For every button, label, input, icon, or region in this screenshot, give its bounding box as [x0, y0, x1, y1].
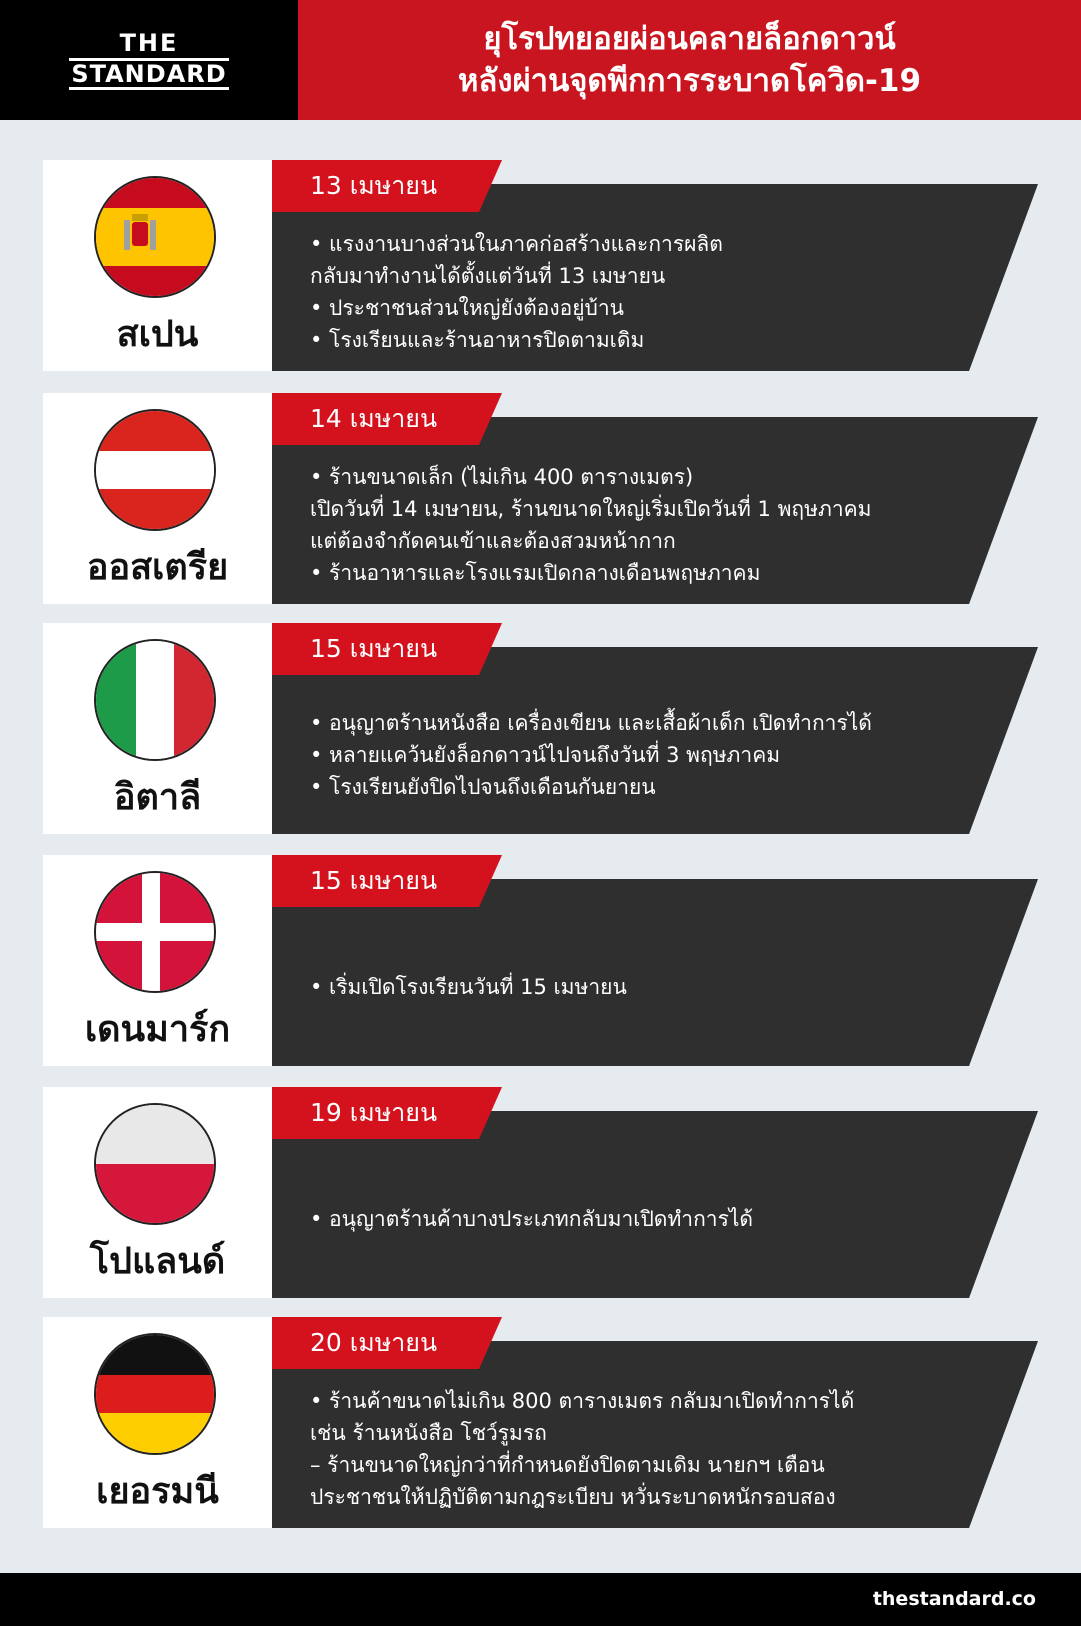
logo-bottom-text: STANDARD — [71, 60, 227, 88]
bullet-list — [310, 212, 990, 371]
country-name: เดนมาร์ก — [84, 1009, 231, 1050]
date-label: 14 เมษายน — [310, 404, 438, 433]
country-panel — [43, 1317, 272, 1528]
spain-flag-icon — [94, 176, 216, 298]
austria-flag-icon — [94, 409, 216, 531]
date-label: 15 เมษายน — [310, 634, 438, 663]
bullet-line: ประชาชนให้ปฏิบัติตามกฎระเบียบ หวั่นระบาดหนักรอบสอง — [310, 1484, 836, 1509]
info-panel — [272, 160, 1038, 371]
bullet-list — [310, 675, 990, 834]
country-row-spain — [43, 160, 1038, 371]
country-name: อิตาลี — [113, 777, 202, 818]
bullet-line: • หลายแคว้นยังล็อกดาวน์ไปจนถึงวันที่ 3 พฤษภาคม — [310, 742, 781, 767]
country-row-austria — [43, 393, 1038, 604]
info-panel — [272, 1317, 1038, 1528]
italy-flag-icon — [94, 639, 216, 761]
bullet-line: • แรงงานบางส่วนในภาคก่อสร้างและการผลิต — [310, 231, 723, 256]
bullet-line: • อนุญาตร้านค้าบางประเภทกลับมาเปิดทำการได้ — [310, 1206, 754, 1231]
bullet-line: • อนุญาตร้านหนังสือ เครื่องเขียน และเสื้อผ้าเด็ก เปิดทำการได้ — [310, 710, 872, 735]
info-panel — [272, 855, 1038, 1066]
bullet-line: • โรงเรียนและร้านอาหารปิดตามเดิม — [310, 327, 645, 352]
bullet-list — [310, 907, 990, 1066]
country-panel — [43, 160, 272, 371]
country-row-germany — [43, 1317, 1038, 1528]
country-name: ออสเตรีย — [86, 547, 229, 588]
bullet-line: – ร้านขนาดใหญ่กว่าที่กำหนดยังปิดตามเดิม นายกฯ เตือน — [310, 1452, 825, 1477]
country-name: โปแลนด์ — [89, 1241, 226, 1282]
bullet-line: แต่ต้องจำกัดคนเข้าและต้องสวมหน้ากาก — [310, 528, 676, 553]
footer — [0, 1573, 1081, 1626]
logo-top-text: THE — [119, 29, 179, 57]
country-panel — [43, 1087, 272, 1298]
germany-flag-icon — [94, 1333, 216, 1455]
country-name: สเปน — [116, 314, 199, 355]
bullet-line: • โรงเรียนยังปิดไปจนถึงเดือนกันยายน — [310, 774, 656, 799]
bullet-list — [310, 1139, 990, 1298]
bullet-line: • ประชาชนส่วนใหญ่ยังต้องอยู่บ้าน — [310, 295, 625, 320]
header — [0, 0, 1081, 120]
country-row-denmark — [43, 855, 1038, 1066]
country-row-italy — [43, 623, 1038, 834]
date-label: 13 เมษายน — [310, 171, 438, 200]
country-panel — [43, 393, 272, 604]
bullet-line: • ร้านค้าขนาดไม่เกิน 800 ตารางเมตร กลับมาเปิดทำการได้ — [310, 1388, 855, 1413]
bullet-line: • ร้านอาหารและโรงแรมเปิดกลางเดือนพฤษภาคม — [310, 560, 761, 585]
bullet-line: • เริ่มเปิดโรงเรียนวันที่ 15 เมษายน — [310, 974, 627, 999]
date-label: 20 เมษายน — [310, 1328, 438, 1357]
bullet-line: เช่น ร้านหนังสือ โชว์รูมรถ — [310, 1420, 547, 1445]
bullet-line: เปิดวันที่ 14 เมษายน, ร้านขนาดใหญ่เริ่มเปิดวันที่ 1 พฤษภาคม — [310, 496, 872, 521]
poland-flag-icon — [94, 1103, 216, 1225]
country-panel — [43, 623, 272, 834]
bullet-line: • ร้านขนาดเล็ก (ไม่เกิน 400 ตารางเมตร) — [310, 464, 694, 489]
info-panel — [272, 393, 1038, 604]
info-panel — [272, 623, 1038, 834]
country-panel — [43, 855, 272, 1066]
country-row-poland — [43, 1087, 1038, 1298]
footer-site-link[interactable]: thestandard.co — [872, 1588, 1036, 1610]
page-title-line-2: หลังผ่านจุดพีกการระบาดโควิด-19 — [457, 63, 922, 99]
bullet-list — [310, 1369, 990, 1528]
bullet-list — [310, 445, 990, 604]
country-name: เยอรมนี — [96, 1471, 219, 1512]
info-panel — [272, 1087, 1038, 1298]
bullet-line: กลับมาทำงานได้ตั้งแต่วันที่ 13 เมษายน — [310, 263, 666, 288]
title-banner — [298, 0, 1081, 120]
page-title-line-1: ยุโรปทยอยผ่อนคลายล็อกดาวน์ — [483, 21, 896, 57]
date-label: 15 เมษายน — [310, 866, 438, 895]
logo[interactable] — [0, 0, 298, 120]
date-label: 19 เมษายน — [310, 1098, 438, 1127]
denmark-flag-icon — [94, 871, 216, 993]
